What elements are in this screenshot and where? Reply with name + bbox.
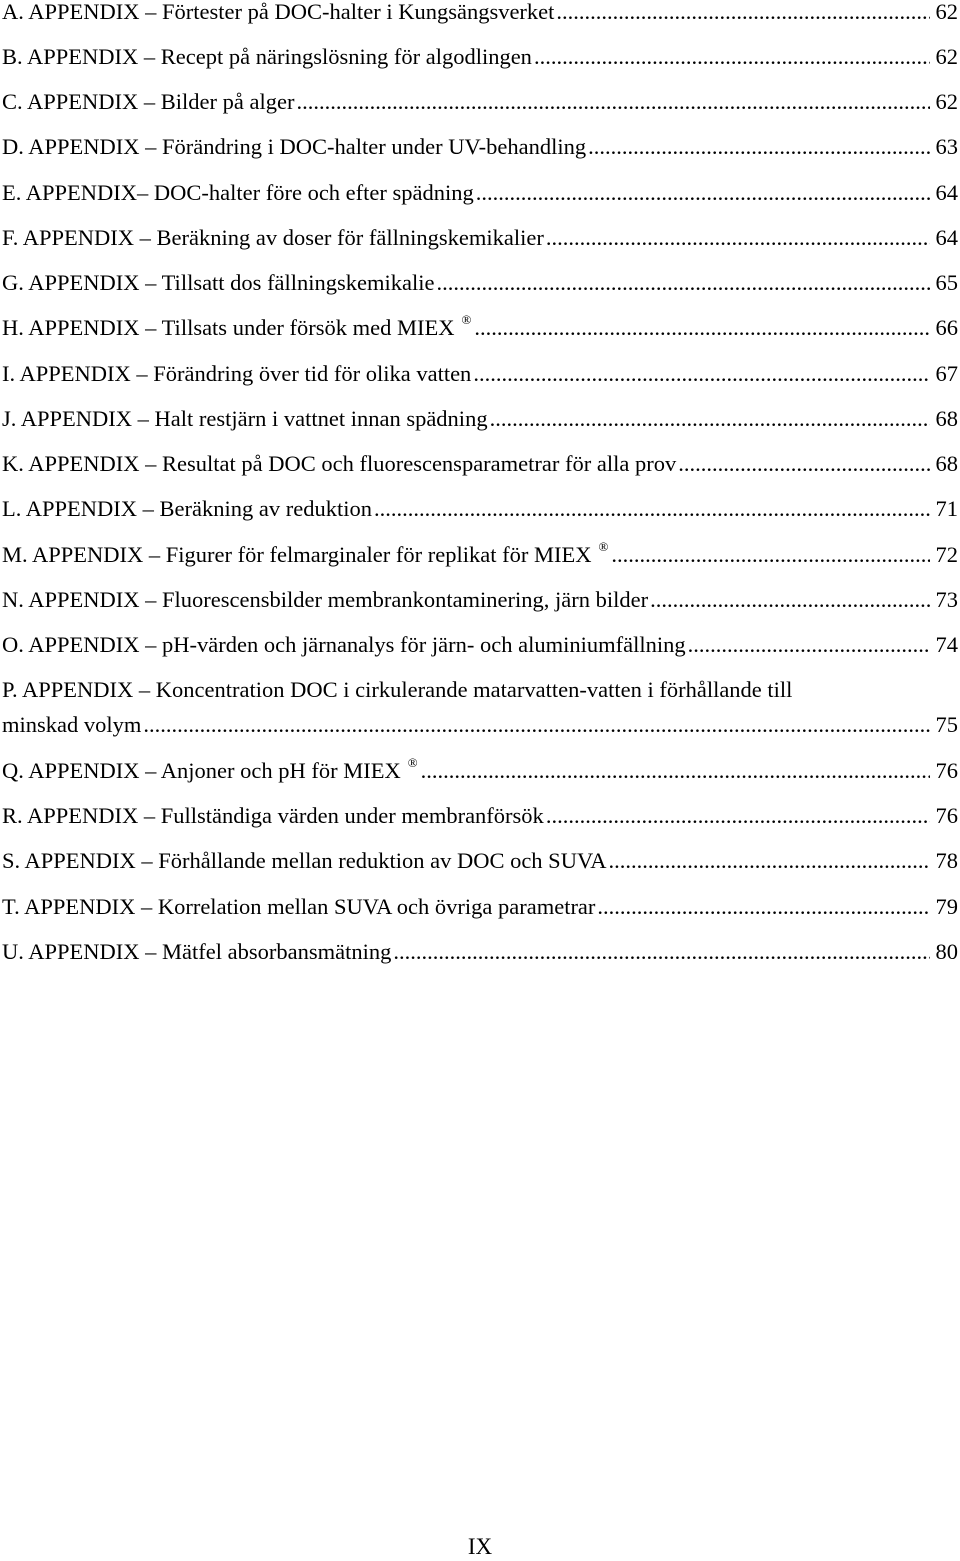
toc-entry-l[interactable] <box>2 492 958 526</box>
toc-entry-page: 80 <box>935 939 958 964</box>
toc-leader-dots <box>534 40 930 74</box>
toc-entry-a[interactable] <box>2 0 958 29</box>
toc-entry-page: 79 <box>935 894 958 919</box>
toc-entry-page: 73 <box>935 587 958 612</box>
toc-leader-dots <box>476 176 930 210</box>
toc-leader-dots <box>421 754 930 788</box>
toc-entry-label: J. APPENDIX – Halt restjärn i vattnet innan spädning <box>2 406 488 431</box>
registered-mark-icon: ® <box>461 312 472 327</box>
toc-leader-dots <box>611 538 929 572</box>
toc-entry-label: M. APPENDIX – Figurer för felmarginaler för replikat för MIEX <box>2 542 592 567</box>
toc-leader-dots <box>490 402 930 436</box>
toc-leader-dots <box>650 583 929 617</box>
toc-entry-page: 68 <box>935 451 958 476</box>
toc-entry-page: 74 <box>935 632 958 657</box>
toc-entry-label: I. APPENDIX – Förändring över tid för olika vatten <box>2 361 472 386</box>
toc-leader-dots <box>609 844 930 878</box>
toc-leader-dots <box>597 890 929 924</box>
toc-entry-page: 67 <box>935 361 958 386</box>
toc-leader-dots <box>688 628 930 662</box>
toc-entry-label: A. APPENDIX – Förtester på DOC-halter i Kungsängsverket <box>2 0 555 24</box>
toc-entry-label: O. APPENDIX – pH-värden och järnanalys för järn- och aluminiumfällning <box>2 632 686 657</box>
toc-leader-dots <box>143 708 929 742</box>
toc-leader-dots <box>556 0 929 29</box>
toc-entry-j[interactable] <box>2 402 958 436</box>
toc-entry-u[interactable] <box>2 935 958 969</box>
toc-entry-page: 71 <box>935 496 958 521</box>
toc-entry-p-continued[interactable] <box>2 708 958 742</box>
toc-entry-b[interactable] <box>2 40 958 74</box>
toc-entry-page: 72 <box>935 542 958 567</box>
toc-entry-label: G. APPENDIX – Tillsatt dos fällningskemikalie <box>2 270 435 295</box>
toc-entry-h[interactable] <box>2 311 958 345</box>
page-number: IX <box>467 1534 493 1559</box>
toc-leader-dots <box>588 130 929 164</box>
toc-entry-page: 62 <box>935 44 958 69</box>
toc-entry-page: 75 <box>935 712 958 737</box>
toc-entry-label: L. APPENDIX – Beräkning av reduktion <box>2 496 372 521</box>
toc-entry-page: 63 <box>935 134 958 159</box>
toc-leader-dots <box>374 492 930 526</box>
toc-entry-q[interactable] <box>2 754 958 788</box>
toc-entry-page: 65 <box>935 270 958 295</box>
toc-entry-label: minskad volym <box>2 712 142 737</box>
toc-leader-dots <box>473 357 929 391</box>
toc-entry-label: P. APPENDIX – Koncentration DOC i cirkulerande matarvatten-vatten i förhållande till <box>2 677 793 702</box>
toc-entry-s[interactable] <box>2 844 958 878</box>
toc-entry-t[interactable] <box>2 890 958 924</box>
toc-entry-label: D. APPENDIX – Förändring i DOC-halter under UV-behandling <box>2 134 587 159</box>
toc-leader-dots <box>474 311 929 345</box>
toc-entry-page: 68 <box>935 406 958 431</box>
toc-entry-label: T. APPENDIX – Korrelation mellan SUVA och övriga parametrar <box>2 894 596 919</box>
toc-entry-o[interactable] <box>2 628 958 662</box>
toc-leader-dots <box>678 447 929 481</box>
toc-entry-label: N. APPENDIX – Fluorescensbilder membrankontaminering, järn bilder <box>2 587 649 612</box>
toc-entry-page: 62 <box>935 89 958 114</box>
toc-entry-page: 78 <box>935 848 958 873</box>
toc-entry-p[interactable] <box>2 673 958 707</box>
toc-entry-page: 76 <box>935 758 958 783</box>
toc-leader-dots <box>437 266 930 300</box>
toc-entry-label: U. APPENDIX – Mätfel absorbansmätning <box>2 939 392 964</box>
toc-entry-page: 64 <box>935 180 958 205</box>
registered-mark-icon: ® <box>407 755 418 770</box>
toc-entry-page: 76 <box>935 803 958 828</box>
toc-entry-page: 62 <box>935 0 958 24</box>
toc-leader-dots <box>546 221 930 255</box>
toc-entry-label: H. APPENDIX – Tillsats under försök med MIEX <box>2 315 455 340</box>
toc-entry-label: Q. APPENDIX – Anjoner och pH för MIEX <box>2 758 401 783</box>
toc-entry-page: 66 <box>935 315 958 340</box>
toc-entry-m[interactable] <box>2 538 958 572</box>
toc-entry-r[interactable] <box>2 799 958 833</box>
toc-leader-dots <box>546 799 930 833</box>
toc-entry-g[interactable] <box>2 266 958 300</box>
toc-entry-label: S. APPENDIX – Förhållande mellan reduktion av DOC och SUVA <box>2 848 607 873</box>
toc-entry-label: B. APPENDIX – Recept på näringslösning för algodlingen <box>2 44 532 69</box>
toc-leader-dots <box>393 935 929 969</box>
toc-entry-d[interactable] <box>2 130 958 164</box>
toc-entry-f[interactable] <box>2 221 958 255</box>
toc-entry-label: E. APPENDIX– DOC-halter före och efter spädning <box>2 180 474 205</box>
toc-leader-dots <box>296 85 929 119</box>
toc-entry-label: K. APPENDIX – Resultat på DOC och fluorescensparametrar för alla prov <box>2 451 677 476</box>
toc-entry-label: R. APPENDIX – Fullständiga värden under membranförsök <box>2 803 544 828</box>
registered-mark-icon: ® <box>598 539 609 554</box>
toc-entry-e[interactable] <box>2 176 958 210</box>
toc-entry-label: C. APPENDIX – Bilder på alger <box>2 89 295 114</box>
toc-entry-n[interactable] <box>2 583 958 617</box>
toc-entry-page: 64 <box>935 225 958 250</box>
toc-entry-k[interactable] <box>2 447 958 481</box>
toc-entry-c[interactable] <box>2 85 958 119</box>
toc-entry-label: F. APPENDIX – Beräkning av doser för fällningskemikalier <box>2 225 544 250</box>
toc-entry-i[interactable] <box>2 357 958 391</box>
